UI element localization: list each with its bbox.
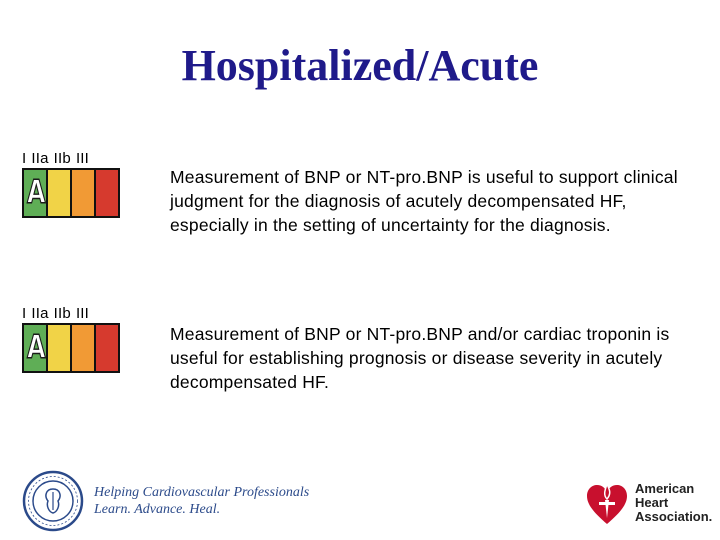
aha-heart-torch-icon bbox=[585, 478, 629, 528]
aha-wordmark bbox=[635, 482, 712, 524]
class-label-iii: III bbox=[75, 305, 90, 322]
class-iii-cell bbox=[96, 325, 118, 371]
class-label-iia: IIa bbox=[31, 305, 49, 322]
class-label-iib: IIb bbox=[53, 150, 71, 167]
class-bar bbox=[22, 168, 120, 218]
class-iib-cell bbox=[72, 170, 96, 216]
recommendation-text: Measurement of BNP or NT-pro.BNP is useful to support clinical judgment for the diagnosis of acutely decompensated HF, especially in the setting of uncertainty for the diagnosis. bbox=[170, 167, 678, 235]
aha-line-3: Association. bbox=[635, 509, 713, 524]
slide-title: Hospitalized/Acute bbox=[181, 41, 539, 90]
class-label-iii: III bbox=[75, 150, 90, 167]
level-of-evidence-badge: A bbox=[27, 328, 46, 366]
class-i-cell bbox=[24, 170, 48, 216]
class-label-i: I bbox=[22, 305, 27, 322]
class-iia-cell bbox=[48, 325, 72, 371]
aha-line-1: American bbox=[635, 481, 695, 496]
class-label-i: I bbox=[22, 150, 27, 167]
recommendation-class-indicator bbox=[22, 150, 122, 218]
recommendation-class-indicator bbox=[22, 305, 122, 373]
class-bar bbox=[22, 323, 120, 373]
class-iia-cell bbox=[48, 170, 72, 216]
recommendation-text: Measurement of BNP or NT-pro.BNP and/or cardiac troponin is useful for establishing prognosis or disease severity in acutely decompensated HF. bbox=[170, 324, 670, 392]
aha-line-2: Heart bbox=[635, 495, 669, 510]
level-of-evidence-badge: A bbox=[27, 173, 46, 211]
acc-tagline bbox=[94, 484, 309, 518]
acc-tagline-line-2: Learn. Advance. Heal. bbox=[94, 502, 221, 517]
class-header bbox=[22, 150, 122, 167]
acc-seal-icon bbox=[22, 470, 84, 532]
class-iib-cell bbox=[72, 325, 96, 371]
class-iii-cell bbox=[96, 170, 118, 216]
class-header bbox=[22, 305, 122, 322]
acc-tagline-line-1: Helping Cardiovascular Professionals bbox=[94, 485, 310, 500]
acc-logo-block bbox=[22, 470, 309, 532]
class-i-cell bbox=[24, 325, 48, 371]
aha-logo-block bbox=[585, 478, 712, 528]
class-label-iia: IIa bbox=[31, 150, 49, 167]
class-label-iib: IIb bbox=[53, 305, 71, 322]
